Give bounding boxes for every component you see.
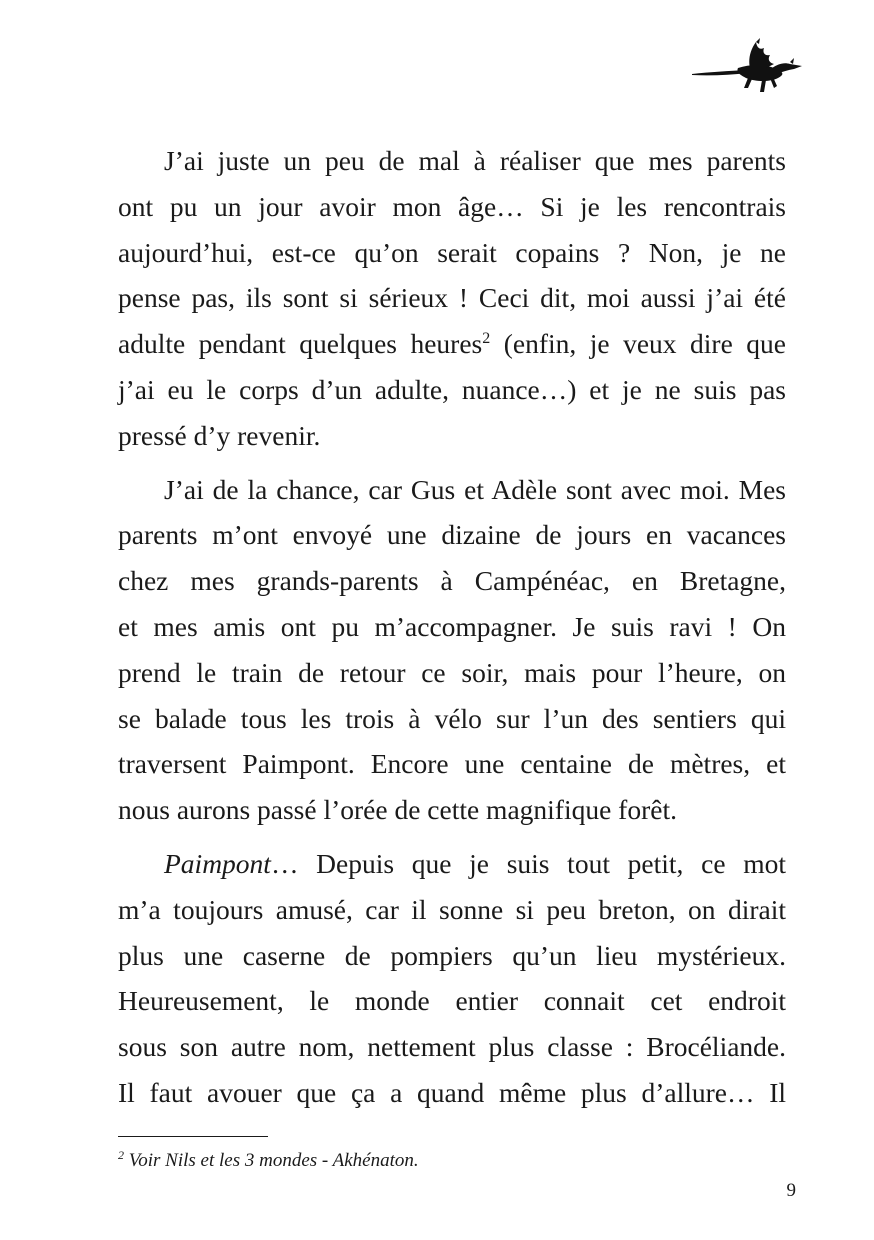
- text-line: J’ai juste un peu de mal à réaliser que mes parents: [164, 145, 786, 176]
- text-fragment: adulte pendant quelques heures: [118, 328, 483, 360]
- text-line: j’ai eu le corps d’un adulte, nuance…) et je ne suis pas: [118, 373, 786, 405]
- footnote: [118, 1149, 419, 1173]
- text-line: sous son autre nom, nettement plus classe : Brocéliande.: [118, 1031, 786, 1063]
- text-line: nous aurons passé l’orée de cette magnifique forêt.: [118, 794, 677, 826]
- page-number: 9: [786, 1180, 796, 1201]
- text-line: plus une caserne de pompiers qu’un lieu mystérieux.: [118, 939, 786, 971]
- text-line: et mes amis ont pu m’accompagner. Je suis ravi ! On: [118, 610, 786, 642]
- text-line: Heureusement, le monde entier connait cet endroit: [118, 985, 786, 1017]
- text-line: pense pas, ils sont si sérieux ! Ceci dit, moi aussi j’ai été: [118, 282, 786, 314]
- text-fragment: (enfin, je veux dire que: [503, 328, 786, 360]
- footnote-marker: 2: [118, 1148, 124, 1162]
- text-line: parents m’ont envoyé une dizaine de jours en vacances: [118, 519, 786, 551]
- text-line: J’ai de la chance, car Gus et Adèle sont avec moi. Mes: [164, 473, 786, 505]
- footnote-reference[interactable]: 2: [482, 330, 491, 348]
- text-line: Il faut avouer que ça a quand même plus d’allure… Il: [118, 1076, 786, 1108]
- paragraph: [118, 841, 786, 1116]
- text-line: se balade tous les trois à vélo sur l’un des sentiers qui: [118, 702, 786, 734]
- body-text: [118, 138, 786, 1116]
- paragraph: [118, 138, 786, 459]
- text-line: m’a toujours amusé, car il sonne si peu breton, on dirait: [118, 893, 786, 925]
- dragon-icon: [690, 38, 804, 98]
- text-line-with-footnote: [118, 321, 786, 367]
- footnote-divider: [118, 1136, 268, 1137]
- text-fragment: … Depuis que je suis tout petit, ce mot: [270, 847, 786, 879]
- footnote-text: Voir Nils et les 3 mondes - Akhénaton.: [124, 1150, 419, 1171]
- text-line: traversent Paimpont. Encore une centaine de mètres, et: [118, 748, 786, 780]
- text-line: pressé d’y revenir.: [118, 419, 321, 451]
- text-line: ont pu un jour avoir mon âge… Si je les rencontrais: [118, 190, 786, 222]
- text-line: aujourd’hui, est-ce qu’on serait copains ? Non, je ne: [118, 236, 786, 268]
- text-line: prend le train de retour ce soir, mais pour l’heure, on: [118, 656, 786, 688]
- paragraph: [118, 467, 786, 833]
- italic-place-name: Paimpont: [164, 847, 271, 879]
- text-line: chez mes grands-parents à Campénéac, en Bretagne,: [118, 565, 786, 597]
- text-line-with-italic-lead: [118, 841, 786, 887]
